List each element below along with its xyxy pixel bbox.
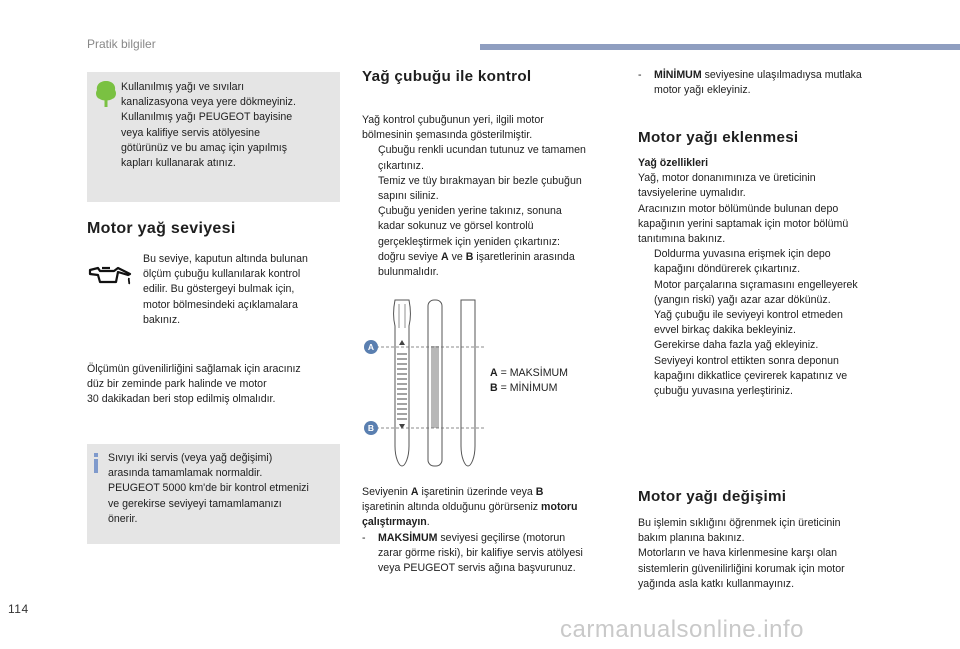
info-icon xyxy=(92,453,100,473)
section-title-oil-level: Motor yağ seviyesi xyxy=(87,220,236,237)
oil-can-icon xyxy=(88,262,132,288)
section-title-oil-change: Motor yağı değişimi xyxy=(638,488,787,505)
oil-level-description: Bu seviye, kaputun altında bulunan ölçüm çubuğu kullanılarak kontrol edilir. Bu göstergeyi bulmak için, motor bölmesindeki açıklamalara bakınız. xyxy=(143,253,308,326)
section-title-oil-add: Motor yağı eklenmesi xyxy=(638,129,799,146)
environment-note-box xyxy=(87,72,340,202)
list-item: - MİNİMUM seviyesine ulaşılmadıysa mutlaka motor yağı ekleyiniz. xyxy=(638,69,862,97)
dipstick-instructions: Yağ kontrol çubuğunun yeri, ilgili motor bölmesinin şemasında gösterilmiştir. Çubuğu renkli ucundan tutunuz ve tamamen çıkartınız. Temiz ve tüy bırakmayan bir bezle çubuğun sapını siliniz. Çubuğu yeniden yerine takınız, sonuna kadar sokunuz ve görsel kontrolü gerçekleştirmek için yeniden çıkartınız: doğru seviye A ve B işaretlerinin arasında bulunmalıdır. xyxy=(362,113,620,280)
list-item: Çubuğu renkli ucundan tutunuz ve tamamen çıkartınız. xyxy=(378,144,586,172)
info-note-box xyxy=(87,444,340,544)
section-title-dipstick: Yağ çubuğu ile kontrol xyxy=(362,68,532,85)
marker-b-label: B xyxy=(367,423,375,433)
header-title: Pratik bilgiler xyxy=(87,37,156,51)
list-item: Motor parçalarına sıçramasını engelleyerek (yangın riski) yağı azar azar dökünüz. xyxy=(654,278,858,306)
measurement-conditions: Ölçümün güvenilirliğini sağlamak için aracınız düz bir zeminde park halinde ve motor 30 dakikadan beri stop edilmiş olmalıdır. xyxy=(87,363,301,406)
level-warning-text: Seviyenin A işaretinin üzerinde veya B işaretinin altında olduğunu görürseniz motoru çalıştırmayın. - MAKSİMUM seviyesi geçilirse (motorun zarar görme riski), bir kalifiye servis atölyesi veya PEUGEOT servis ağına başvurunuz. xyxy=(362,485,620,576)
page-number: 114 xyxy=(8,602,29,616)
oil-add-instructions: Yağ özellikleri Yağ, motor donanımınıza ve üreticinin tavsiyelerine uymalıdır. Aracınızın motor bölümünde bulunan depo kapağının yerini saptamak için motor bölümü tanıtımına bakınız. Doldurma yuvasına erişmek için depo kapağını döndürerek çıkartınız. Motor parçalarına sıçramasını engelleyerek (yangın riski) yağı azar azar dökünüz. Yağ çubuğu ile seviyeyi kontrol etmeden evvel birkaç dakika bekleyiniz. Gerekirse daha fazla yağ ekleyiniz. Seviyeyi kontrol ettikten sonra deponun kapağını dikkatlice çevirerek kapatınız ve çubuğu yuvasına yerleştiriniz. xyxy=(638,156,900,399)
info-note-text: Sıvıyı iki servis (veya yağ değişimi) arasında tamamlamak normaldir. PEUGEOT 5000 km'de bir kontrol etmenizi ve gerekirse seviyeyi tamamlamanızı önerir. xyxy=(108,452,309,525)
list-item: Çubuğu yeniden yerine takınız, sonuna kadar sokunuz ve görsel kontrolü gerçekleştirmek için yeniden çıkartınız: doğru seviye A ve B işaretlerinin arasında bulunmalıdır. xyxy=(378,205,575,279)
dipstick-diagram xyxy=(362,296,484,472)
minimum-note xyxy=(638,68,900,98)
list-item: Gerekirse daha fazla yağ ekleyiniz. xyxy=(654,339,819,352)
environment-note-text: Kullanılmış yağı ve sıvıları kanalizasyona veya yere dökmeyiniz. Kullanılmış yağı PEUGEOT bayisine veya kalifiye servis atölyesine götürünüz ve bu amaç için yapılmış kapları kullanarak atınız. xyxy=(121,81,296,170)
marker-a-label: A xyxy=(367,342,375,352)
oil-change-text: Bu işlemin sıklığını öğrenmek için üreticinin bakım planına bakınız. Motorların ve hava kirlenmesine karşı olan sistemlerin güvenilirliğini korumak için motor yağında asla katkı kullanmayınız. xyxy=(638,517,845,590)
list-item: Yağ çubuğu ile seviyeyi kontrol etmeden evvel birkaç dakika bekleyiniz. xyxy=(654,309,843,337)
list-item: Temiz ve tüy bırakmayan bir bezle çubuğun sapını siliniz. xyxy=(378,174,582,203)
list-item: Seviyeyi kontrol ettikten sonra deponun kapağını dikkatlice çevirerek kapatınız ve çubuğu yuvasına yerleştiriniz. xyxy=(654,354,848,398)
watermark: carmanualsonline.info xyxy=(560,616,804,643)
eco-tree-icon xyxy=(95,80,117,108)
list-item: - MAKSİMUM seviyesi geçilirse (motorun zarar görme riski), bir kalifiye servis atölyesi veya PEUGEOT servis ağına başvurunuz. xyxy=(362,531,583,575)
header-accent-bar xyxy=(480,44,960,50)
list-item: Doldurma yuvasına erişmek için depo kapağını döndürerek çıkartınız. xyxy=(654,248,831,276)
dipstick-legend: A = MAKSİMUM B = MİNİMUM xyxy=(490,367,568,395)
